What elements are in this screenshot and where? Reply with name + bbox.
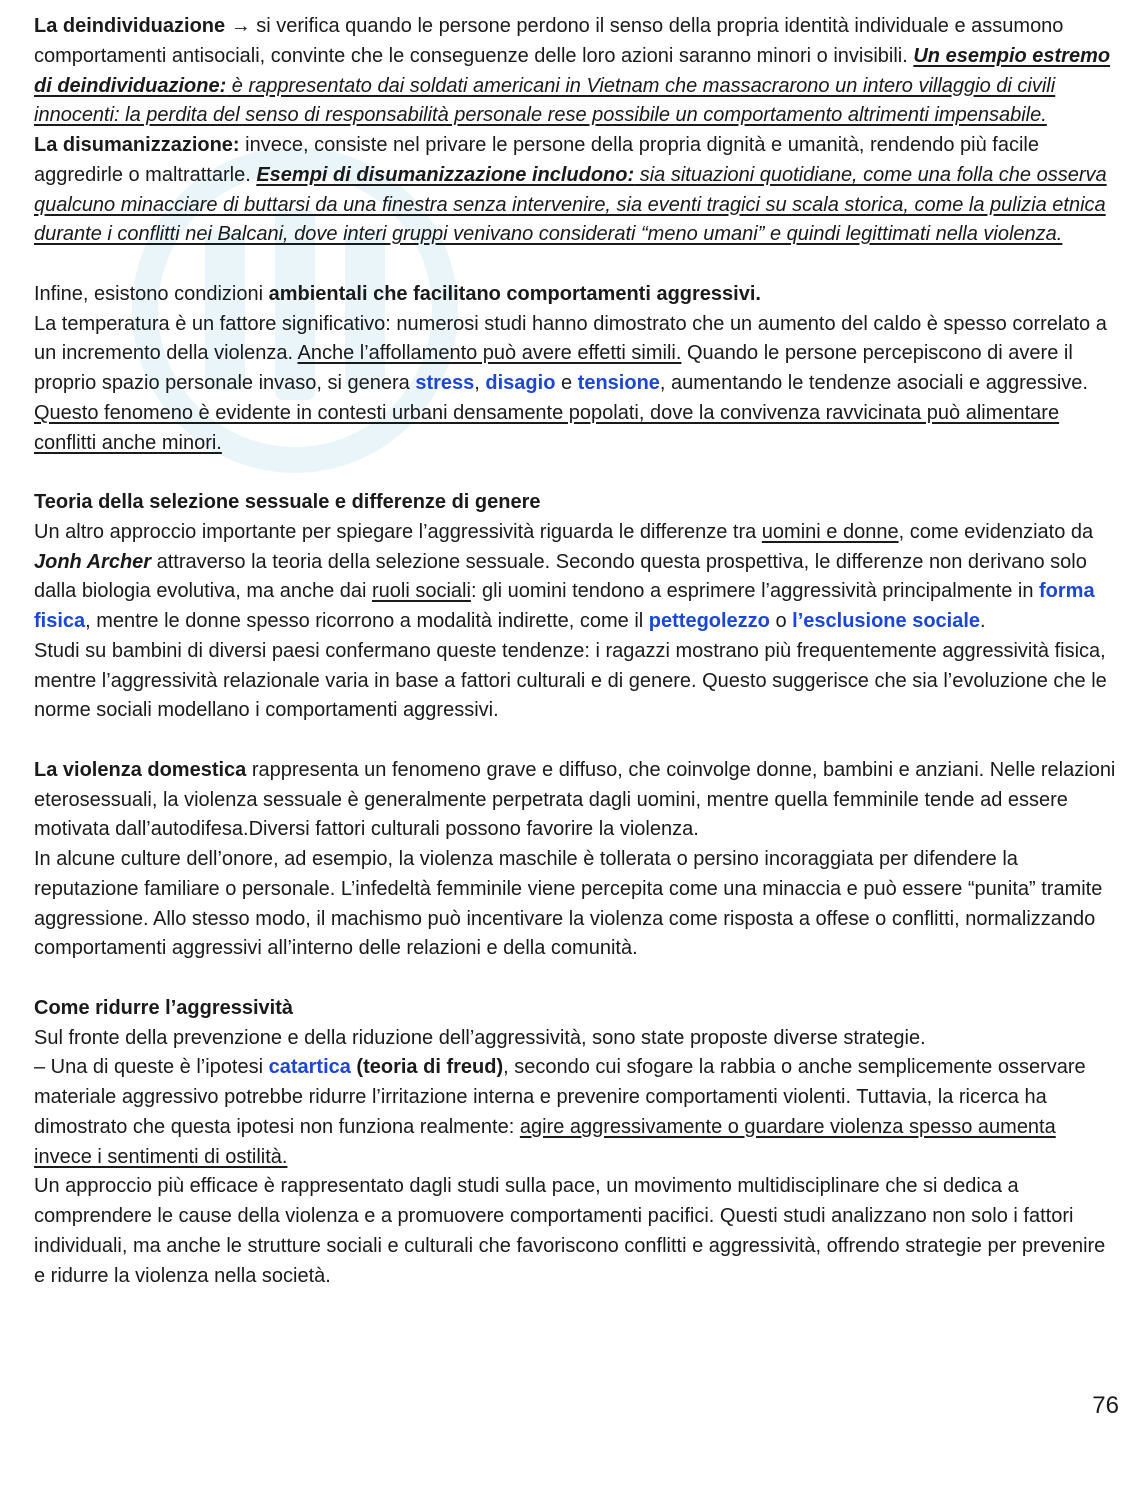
paragraph-prevenzione: Sul fronte della prevenzione e della riduzione dell’aggressività, sono state proposte diverse strategie. bbox=[34, 1026, 926, 1049]
term-disumanizzazione: La disumanizzazione: bbox=[34, 134, 240, 156]
paragraph-studi-bambini: Studi su bambini di diversi paesi confermano queste tendenze: i ragazzi mostrano più frequentemente aggressività fisica, mentre l’aggressività relazionale varia in base a fattori culturali e di genere. Questo suggerisce che sia l’evoluzione che le norme sociali modellano i comportamenti aggressivi. bbox=[34, 639, 1107, 722]
page-number: 76 bbox=[1092, 1392, 1119, 1419]
section-heading-selezione-sessuale: Teoria della selezione sessuale e differenze di genere bbox=[34, 491, 541, 513]
example-heading: Esempi di disumanizzazione includono: bbox=[256, 163, 635, 186]
paragraph-culture-onore: In alcune culture dell’onore, ad esempio, la violenza maschile è tollerata o persino incoraggiata per difendere la reputazione familiare o personale. L’infedeltà femminile viene percepita come una minaccia e può essere “punita” tramite aggressione. Allo stesso modo, il machismo può incentivare la violenza come risposta a offese o conflitti, normalizzando comportamenti aggressivi all’interno delle relazioni e della comunità. bbox=[34, 848, 1103, 960]
keyword-disagio: disagio bbox=[485, 372, 556, 394]
term-deindividuazione: La deindividuazione bbox=[34, 15, 226, 37]
paragraph-temperatura: La temperatura è un fattore significativo: numerosi studi hanno dimostrato che un aumento del caldo è spesso correlato a un incremento della violenza. Anche l’affollamento può avere effetti simili. Quando le persone percepiscono di avere il proprio spazio personale invaso, si genera stress, disagio e tensione, aumentando le tendenze asociali e aggressive. Questo fenomeno è evidente in contesti urbani densamente popolati, dove la convivenza ravvicinata può alimentare conflitti anche minori. bbox=[34, 312, 1107, 454]
paragraph-studi-pace: Un approccio più efficace è rappresentato dagli studi sulla pace, un movimento multidisciplinare che si dedica a comprendere le cause della violenza e a promuovere comportamenti pacifici. Questi studi analizzano non solo i fattori individuali, ma anche le strutture sociali e culturali che favoriscono conflitti e aggressività, offrendo strategie per prevenire e ridurre la violenza nella società. bbox=[34, 1175, 1106, 1287]
paragraph-condizioni-ambientali: Infine, esistono condizioni ambientali che facilitano comportamenti aggressivi. bbox=[34, 282, 761, 305]
paragraph-selezione-sessuale: Un altro approccio importante per spiegare l’aggressività riguarda le differenze tra uomini e donne, come evidenziato da Jonh Archer attraverso la teoria della selezione sessuale. Secondo questa prospettiva, le differenze non derivano solo dalla biologia evolutiva, ma anche dai ruoli sociali: gli uomini tendono a esprimere l’aggressività principalmente in forma fisica, mentre le donne spesso ricorrono a modalità indirette, come il pettegolezzo o l’esclusione sociale. bbox=[34, 520, 1095, 632]
keyword-stress: stress bbox=[415, 372, 475, 394]
paragraph-disumanizzazione: La disumanizzazione: invece, consiste nel privare le persone della propria dignità e umanità, rendendo più facile aggredirle o maltrattarle. Esempi di disumanizzazione includono: sia situazioni quotidiane, come una folla che osserva qualcuno minacciare di buttarsi da una finestra senza intervenire, sia eventi tragici su scala storica, come la pulizia etnica durante i conflitti nei Balcani, dove interi gruppi venivano considerati “meno umani” e quindi legittimati nella violenza. bbox=[34, 134, 1107, 246]
document-page bbox=[34, 12, 1116, 1291]
paragraph-deindividuazione: La deindividuazione → si verifica quando le persone perdono il senso della propria identità individuale e assumono comportamenti antisociali, convinte che le conseguenze delle loro azioni saranno minori o invisibili. Un esempio estremo di deindividuazione: è rappresentato dai soldati americani in Vietnam che massacrarono un intero villaggio di civili innocenti: la perdita del senso di responsabilità personale rese possibile un comportamento altrimenti impensabile. bbox=[34, 15, 1111, 127]
paragraph-ipotesi-catartica: – Una di queste è l’ipotesi catartica (teoria di freud), secondo cui sfogare la rabbia o anche semplicemente osservare materiale aggressivo potrebbe ridurre l’irritazione interna e prevenire comportamenti violenti. Tuttavia, la ricerca ha dimostrato che questa ipotesi non funziona realmente: agire aggressivamente o guardare violenza spesso aumenta invece i sentimenti di ostilità. bbox=[34, 1056, 1086, 1168]
paragraph-violenza-domestica: La violenza domestica rappresenta un fenomeno grave e diffuso, che coinvolge donne, bambini e anziani. Nelle relazioni eterosessuali, la violenza sessuale è generalmente perpetrata dagli uomini, mentre quella femminile tende ad essere motivata dall’autodifesa.Diversi fattori culturali possono favorire la violenza. bbox=[34, 758, 1116, 841]
term-violenza-domestica: La violenza domestica bbox=[34, 758, 247, 781]
author-name: Jonh Archer bbox=[34, 550, 152, 573]
example-heading: Un esempio estremo di deindividuazione: bbox=[34, 44, 1111, 97]
example-text: sia situazioni quotidiane, come una folla che osserva qualcuno minacciare di buttarsi da una finestra senza intervenire, sia eventi tragici su scala storica, come la pulizia etnica durante i conflitti nei Balcani, dove interi gruppi venivano considerati “meno umani” e quindi legittimati nella violenza. bbox=[34, 163, 1107, 246]
keyword-catartica: catartica bbox=[268, 1056, 351, 1079]
keyword-esclusione-sociale: l’esclusione sociale bbox=[792, 610, 981, 632]
keyword-tensione: tensione bbox=[577, 372, 660, 394]
section-heading-ridurre-aggressivita: Come ridurre l’aggressività bbox=[34, 996, 293, 1019]
keyword-pettegolezzo: pettegolezzo bbox=[648, 610, 770, 632]
keyword-forma-fisica: forma fisica bbox=[34, 580, 1095, 632]
example-text: è rappresentato dai soldati americani in Vietnam che massacrarono un intero villaggio di civili innocenti: la perdita del senso di responsabilità personale rese possibile un comportamento altrimenti impensabile. bbox=[34, 74, 1056, 127]
